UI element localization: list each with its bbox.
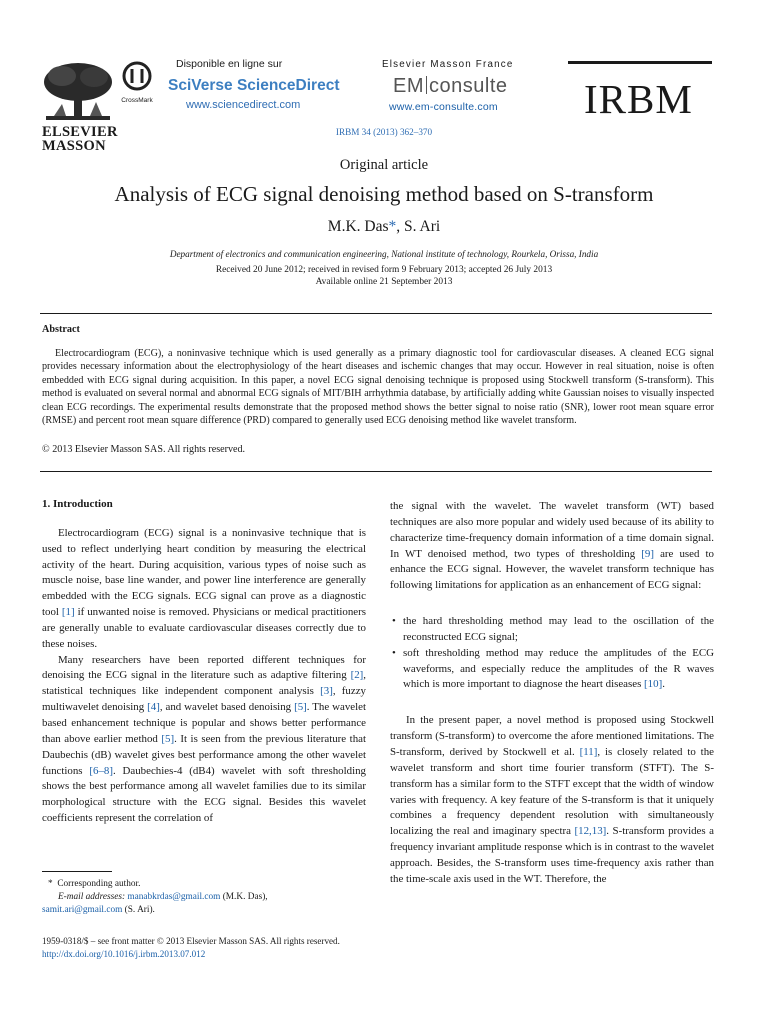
received-dates: Received 20 June 2012; received in revised form 9 February 2013; accepted 26 July 2013 xyxy=(215,265,553,275)
citation-link[interactable]: [2] xyxy=(350,669,364,682)
intro-paragraph-1: Electrocardiogram (ECG) signal is a noninvasive technique that is used to reflect underlying heart condition by measuring the electrical activity of the heart. During acquisition, various types of noise such as muscle noise, base line wander, and power line interference are generally embedded with the ECG signals. ECG signal can prove as a diagnostic tool [1] if unwanted noise is removed. Physicians or medical practitioners are generally unable to evaluate cardiovascular diseases correctly due to these noises. xyxy=(42,526,366,650)
intro-paragraph-2: Many researchers have been reported different techniques for denoising the ECG signal in the literature such as adaptive filtering [2], statistical techniques like independent component analysis [3], fuzzy multiwavelet denoising [4], and wavelet based denoising [5]. The wavelet based enhancement technique is popular and shows better performance than above earlier method [5]. It is seen from the previous literature that Daubechis (dB) wavelet gives best performance among the other wavelet functions [6–8]. Daubechies-4 (dB4) wavelet with soft thresholding shows the best performance among all wavelet families due to its similar morphological structure with the ECG signal. Besides this wavelet coefficients represent the correlation of xyxy=(42,653,367,825)
intro-paragraph-3: the signal with the wavelet. The wavelet transform (WT) based techniques are also more popular and widely used because of its ability to characterize time-frequency domain information of a time domain signal. In WT denoised method, two types of thresholding [9] are used to enhance the ECG signal. However, the wavelet transform technique has following limitations for application as an enhancement of ECG signal: xyxy=(390,500,714,592)
section-heading: 1. Introduction xyxy=(42,498,113,510)
abstract-top-rule xyxy=(40,313,712,314)
availability-label: Disponible en ligne sur xyxy=(176,58,283,70)
sciencedirect-link[interactable]: www.sciencedirect.com xyxy=(186,99,301,111)
publisher-wordmark: ELSEVIER MASSON xyxy=(42,124,118,154)
article-title: Analysis of ECG signal denoising method based on S-transform xyxy=(114,182,654,206)
crossmark-icon xyxy=(122,61,152,91)
right-column xyxy=(390,499,714,888)
intro-paragraph-4: In the present paper, a novel method is proposed using Stockwell transform (S-transform) to overcome the afore mentioned limitations. The S-transform, derived by Stockwell et al. [11], is closely related to the wavelet transform and short time fourier transform (STFT). The S-transform has a similar form to the STFT except that the width of window varies with frequency. A key feature of the S-transform is that it uniquely combines a frequency dependent resolution with simultaneously localizing the real and imaginary spectra [12,13]. S-transform provides a frequency invariant amplitude response which is in contrast to the wavelet approach. Besides, the S-transform uses time-frequency axis rather than the time-scale axis used in the WT. Therefore, the xyxy=(390,714,714,885)
article-type: Original article xyxy=(339,157,429,173)
footnote-rule xyxy=(42,871,112,872)
citation-link[interactable]: [4] xyxy=(147,701,160,714)
list-item: • soft thresholding method may reduce the amplitudes of the ECG waveforms, and especially reduce the amplitudes of the R waves which is more important to diagnose the heart diseases [10]. xyxy=(392,646,714,691)
abstract-bottom-rule xyxy=(40,471,712,472)
citation-link[interactable]: [3] xyxy=(320,685,333,698)
citation-link[interactable]: [5] xyxy=(161,732,175,745)
journal-reference-link[interactable]: IRBM 34 (2013) 362–370 xyxy=(335,127,433,137)
footnotes: * Corresponding author. E-mail addresses: manabkrdas@gmail.com (M.K. Das), samit.ari@gmail.com (S. Ari). xyxy=(42,879,268,915)
abstract-text: Electrocardiogram (ECG), a noninvasive technique which is used generally as a primary diagnostic tool for cardiovascular diseases. A cleaned ECG signal provides necessary information about the electrophysiology of the heart diseases and ischemic changes that may occur. However in real situation, noise is often embedded with ECG signal during acquisition. In this paper, a novel ECG signal denoising technique is proposed using Stockwell transform (S-transform). This method is evaluated on several normal and abnormal ECG signals of MIT/BIH arrhythmia database, by artificially adding white Gaussian noises to visually inspected clean ECG recordings. The experimental results demonstrate that the proposed method shows the better signal to noise ratio (SNR), lower root mean square error (RMSE) and percent root mean square difference (PRD) compared to generally used ECG denoising method like wavelet transform. xyxy=(42,348,714,427)
affiliation: Department of electronics and communication engineering, National institute of technology, Rourkela, Orissa, India xyxy=(169,249,599,259)
citation-link[interactable]: [10] xyxy=(644,678,663,691)
list-item: • the hard thresholding method may lead to the oscillation of the reconstructed ECG signal; xyxy=(392,615,714,643)
citation-link[interactable]: [9] xyxy=(641,547,654,560)
abstract-heading: Abstract xyxy=(42,324,80,335)
corresponding-author-link[interactable]: * xyxy=(388,218,397,235)
journal-header-rule xyxy=(568,61,712,64)
sciverse-logo-text: SciVerse ScienceDirect xyxy=(168,77,340,94)
journal-name: IRBM xyxy=(584,76,693,122)
em-consulte-logo: EM consulte xyxy=(393,75,508,97)
citation-link[interactable]: [12,13] xyxy=(574,825,607,838)
front-matter xyxy=(42,935,340,961)
abstract-copyright: © 2013 Elsevier Masson SAS. All rights reserved. xyxy=(42,444,246,455)
citation-link[interactable]: [1] xyxy=(61,606,75,619)
left-column xyxy=(42,497,366,827)
issn-line: 1959-0318/$ – see front matter © 2013 Elsevier Masson SAS. All rights reserved. xyxy=(42,936,340,946)
online-date: Available online 21 September 2013 xyxy=(315,277,453,287)
limitations-list xyxy=(390,614,714,693)
crossmark-badge[interactable] xyxy=(119,61,155,105)
citation-link[interactable]: [11] xyxy=(579,745,598,758)
em-france-label: Elsevier Masson France xyxy=(382,59,514,70)
email-link[interactable]: samit.ari@gmail.com xyxy=(42,905,123,915)
email-link[interactable]: manabkrdas@gmail.com xyxy=(127,892,221,902)
author-list: M.K. Das*, S. Ari xyxy=(327,218,441,235)
citation-link[interactable]: [6–8] xyxy=(89,764,113,777)
crossmark-label: CrossMark xyxy=(121,97,153,104)
em-consulte-link[interactable]: www.em-consulte.com xyxy=(389,101,498,113)
doi-link[interactable]: http://dx.doi.org/10.1016/j.irbm.2013.07.012 xyxy=(42,949,206,959)
citation-link[interactable]: [5] xyxy=(294,701,307,714)
